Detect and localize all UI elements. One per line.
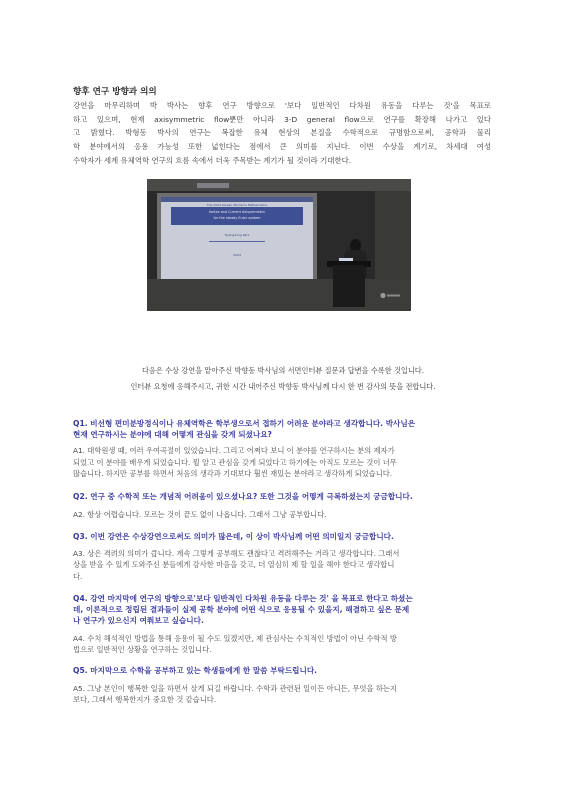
question-line: 데, 이론적으로 정립된 결과들이 실제 공학 분야에 어떤 식으로 응용될 수 있을지, 해결하고 싶은 문제 [73, 605, 410, 615]
answer-line: 많습니다. 하지만 공부를 하면서 처음의 생각과 기대보다 훨씬 재밌는 분야라고 생각하게 되었습니다. [73, 468, 393, 478]
question-line: Q1. 비선형 편미분방정식이나 유체역학은 학부생으로서 접하기 어려운 분야라고 생각합니다. 박사님은 [73, 419, 416, 428]
qa-item-4 [73, 593, 499, 655]
lecture-photo [147, 179, 411, 311]
qa-item-1 [73, 418, 499, 479]
projection-screen [161, 197, 313, 279]
intro-line: 하고 있으며, 현재 axisymmetric flow뿐만 아니라 3-D general flow으로 연구를 확장해 나가고 있다 [73, 114, 491, 124]
photo-wall-right [375, 191, 411, 281]
answer-line: A5. 그냥 본인이 행복한 일을 하면서 살게 되길 바랍니다. 수학과 관련된 일이든 아니든, 무엇을 하는지 [73, 684, 397, 694]
question-line: Q5. 마지막으로 수학을 공부하고 있는 학생들에게 한 말씀 부탁드립니다. [73, 666, 318, 675]
qa-item-2 [73, 491, 499, 520]
slide-title-line: for the steady Euler system [213, 216, 261, 220]
answer-line: 보다, 그래서 행복한지가 중요한 것 같습니다. [73, 695, 217, 705]
answer-line: A2. 항상 어렵습니다. 모르는 것이 끝도 없이 나옵니다. 그래서 그냥 공부합니다. [73, 510, 327, 520]
slide-header-text: The 2024 Korean Women's Mathematics [206, 202, 268, 207]
intro-paragraph [73, 99, 491, 167]
qa-item-5 [73, 665, 499, 706]
answer-line: A4. 수치 해석적인 방법을 통해 응용이 될 수도 있겠지만, 제 관심사는 수치적인 방법이 아닌 수학적 방 [73, 633, 397, 643]
answer-line: 법으로 일반적인 상황을 연구하는 것입니다. [73, 644, 212, 654]
slide-author: Hyangdong Park [224, 233, 250, 237]
notice-line: 인터뷰 요청에 응해주시고, 귀한 시간 내어주신 박향동 박사님께 다시 한 번 감사의 뜻을 전합니다. [130, 381, 436, 391]
photo-banner [197, 183, 229, 188]
question-line: Q2. 연구 중 수학적 또는 개념적 어려움이 있으셨나요? 또한 그것을 어떻게 극복하셨는지 궁금합니다. [73, 492, 413, 501]
qa-item-3 [73, 531, 499, 582]
question-line: 나 연구가 있으신지 여쭤보고 싶습니다. [73, 616, 204, 626]
slide-title-box [171, 207, 303, 225]
question-line: 현재 연구하시는 분야에 대해 어떻게 관심을 갖게 되셨나요? [73, 430, 272, 440]
answer-line: A1. 대학원생 때, 여러 우여곡절이 있었습니다. 그리고 어쩌다 보니 이 분야를 연구하시는 분의 제자가 [73, 446, 395, 456]
answer-line: 되었고 이 분야를 배우게 되었습니다. 뭘 알고 관심을 갖게 되었다고 하기에는 아직도 모르는 것이 너무 [73, 457, 397, 467]
podium [333, 265, 365, 307]
slide-rule [209, 241, 265, 242]
section-title: 향후 연구 방향과 의의 [73, 87, 157, 97]
answer-line: A3. 상은 격려의 의미가 큽니다. 계속 그렇게 공부해도 괜찮다고 격려해주는 거라고 생각합니다. 그래서 [73, 549, 400, 559]
slide-date: 2024 [233, 253, 241, 257]
slide-title-line: Vortex and Current Axisymmetric [208, 210, 266, 214]
question-line: Q3. 이번 강연은 수상강연으로써도 의미가 많은데, 이 상이 박사님께 어떤 의미일지 궁금합니다. [73, 532, 394, 541]
answer-line: 다. [73, 571, 83, 581]
photo-wall [147, 179, 411, 191]
venue-logo-icon [379, 292, 401, 299]
question-line: Q4. 강연 마지막에 연구의 방향으로'보다 일반적인 다차원 유동을 다루는 것' 을 목표로 한다고 하셨는 [73, 594, 413, 603]
intro-line: 수학자가 세계 유체역학 연구의 흐름 속에서 더욱 주목받는 계기가 될 것이라 기대한다. [73, 155, 352, 165]
notice-line: 다음은 수상 강연을 맡아주신 박향동 박사님의 서면인터뷰 질문과 답변을 수록한 것입니다. [141, 366, 425, 375]
photo-floor [147, 279, 411, 311]
slide-header-bar [161, 197, 313, 202]
answer-line: 상을 받을 수 있게 도와주신 분들에게 감사한 마음을 갖고, 더 열심히 제 할 일을 해야 한다고 생각합니 [73, 560, 395, 570]
intro-line: 고 밝혔다. 박형동 박사의 연구는 복잡한 유체 현상의 본질을 수학적으로 규명함으로써, 공학과 물리 [73, 128, 491, 138]
intro-line: 강연을 마무리하며 박 박사는 향후 연구 방향으로 '보다 일반적인 다차원 유동을 다루는 것'을 목표로 [73, 101, 491, 110]
interview-notice [40, 363, 526, 394]
intro-line: 학 분야에서의 응용 가능성 또한 넓힌다는 점에서 큰 의미를 지닌다. 이번 수상을 계기로, 차세대 여성 [73, 142, 491, 152]
